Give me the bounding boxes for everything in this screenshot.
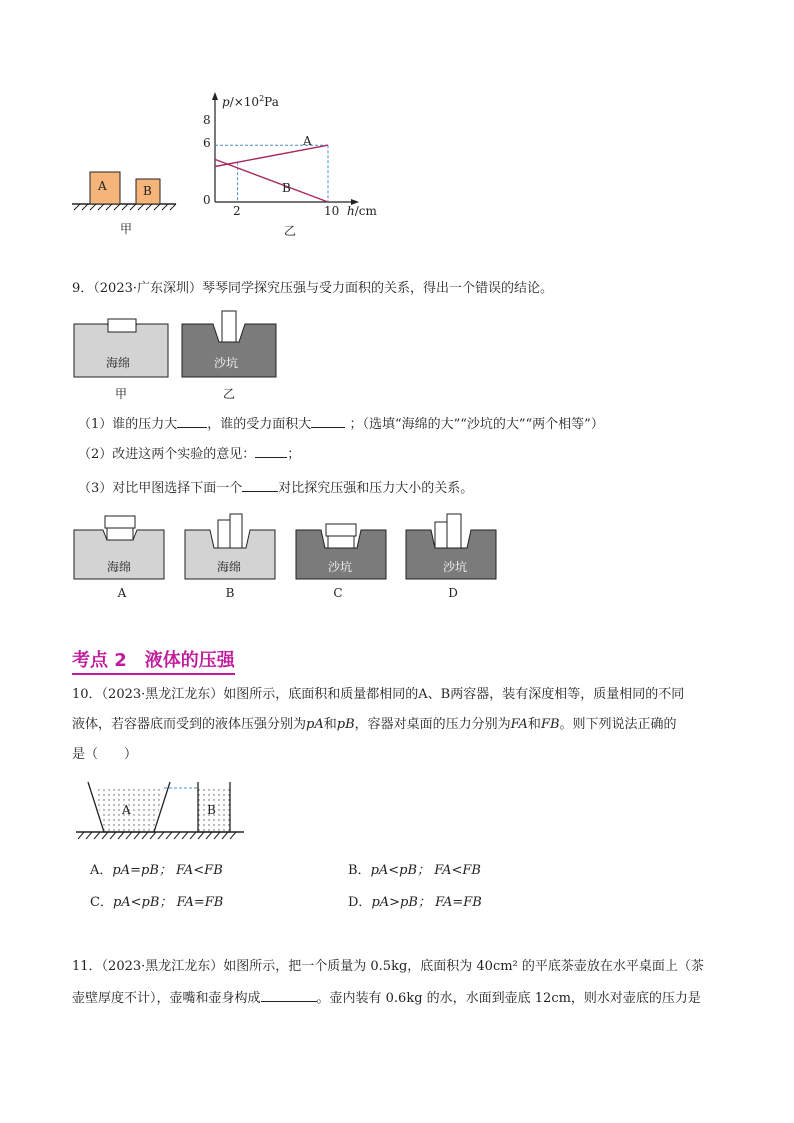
line-b-label: B	[282, 181, 291, 195]
q9-sub3: （3）对比甲图选择下面一个 对比探究压强和压力大小的关系。	[78, 478, 473, 498]
y-tick-0: 0	[203, 193, 211, 207]
x-tick-10: 10	[324, 204, 340, 218]
q10-choice-d[interactable]: D．pA>pB； FA=FB	[348, 895, 482, 910]
sand-label-yi: 沙坑	[214, 356, 239, 370]
y-axis-arrow	[212, 92, 218, 100]
blocks-figure	[70, 160, 180, 220]
option-d-label: D	[448, 586, 458, 600]
option-c-label: C	[333, 586, 343, 600]
fig-label-yi: 乙	[283, 224, 296, 238]
fig-label-yi-q9: 乙	[222, 387, 235, 401]
q10-choice-a[interactable]: A．pA=pB； FA<FB	[90, 863, 223, 878]
q10-choice-c[interactable]: C．pA<pB； FA=FB	[90, 895, 224, 910]
x-tick-2: 2	[233, 204, 241, 218]
q10-line2: 液体，若容器底而受到的液体压强分别为pA和pB，容器对桌面的压力分别为FA和FB。则下列说法正确的	[72, 717, 677, 732]
y-tick-8: 8	[203, 113, 211, 127]
y-axis-label: $p/\times 10^2Pa$	[222, 94, 279, 109]
containers-figure	[72, 778, 248, 842]
q10-line3: 是（ ）	[72, 747, 138, 762]
q11-line1: 11．（2023·黑龙江龙东）如图所示，把一个质量为 0.5kg，底面积为 40cm² 的平底茶壶放在水平桌面上（茶	[72, 959, 704, 974]
q9-stem: 9．（2023·广东深圳）琴琴同学探究压强与受力面积的关系，得出一个错误的结论。	[72, 281, 553, 296]
fig-label-jia: 甲	[119, 222, 132, 236]
sponge-label-jia: 海绵	[106, 356, 131, 370]
q9-sub2: （2）改进这两个实验的意见： ；	[78, 444, 300, 464]
q10-line1: 10．（2023·黑龙江龙东）如图所示，底面积和质量都相同的A、B两容器，装有深度相等，质量相同的不同	[72, 687, 685, 702]
option-a-label: A	[117, 586, 127, 600]
container-b-label: B	[207, 803, 216, 817]
container-a-label: A	[122, 803, 131, 817]
y-tick-6: 6	[203, 136, 211, 150]
block-a-label: A	[98, 179, 107, 193]
series-line-b	[215, 159, 328, 202]
option-d-material: 沙坑	[443, 560, 468, 574]
fig-label-jia-q9: 甲	[114, 387, 127, 401]
line-a-label: A	[303, 134, 312, 148]
block-b-label: B	[143, 184, 152, 198]
option-b-material: 海绵	[217, 560, 242, 574]
option-c-material: 沙坑	[328, 560, 353, 574]
q9-sub1: （1）谁的压力大 ，谁的受力面积大 ；（选填“海绵的大”“沙坑的大”“两个相等”）	[78, 414, 604, 434]
option-a-material: 海绵	[107, 560, 132, 574]
q11-line2: 壶壁厚度不计），壶嘴和壶身构成 。壶内装有 0.6kg 的水，水面到壶底 12cm，则水对壶底的压力是	[72, 988, 701, 1008]
section-heading: 考点 2 液体的压强	[72, 646, 235, 675]
series-line-a	[215, 145, 328, 166]
q10-choice-b[interactable]: B．pA<pB； FA<FB	[348, 863, 481, 878]
x-axis-label: h/cm	[347, 204, 377, 218]
option-b-label: B	[225, 586, 235, 600]
